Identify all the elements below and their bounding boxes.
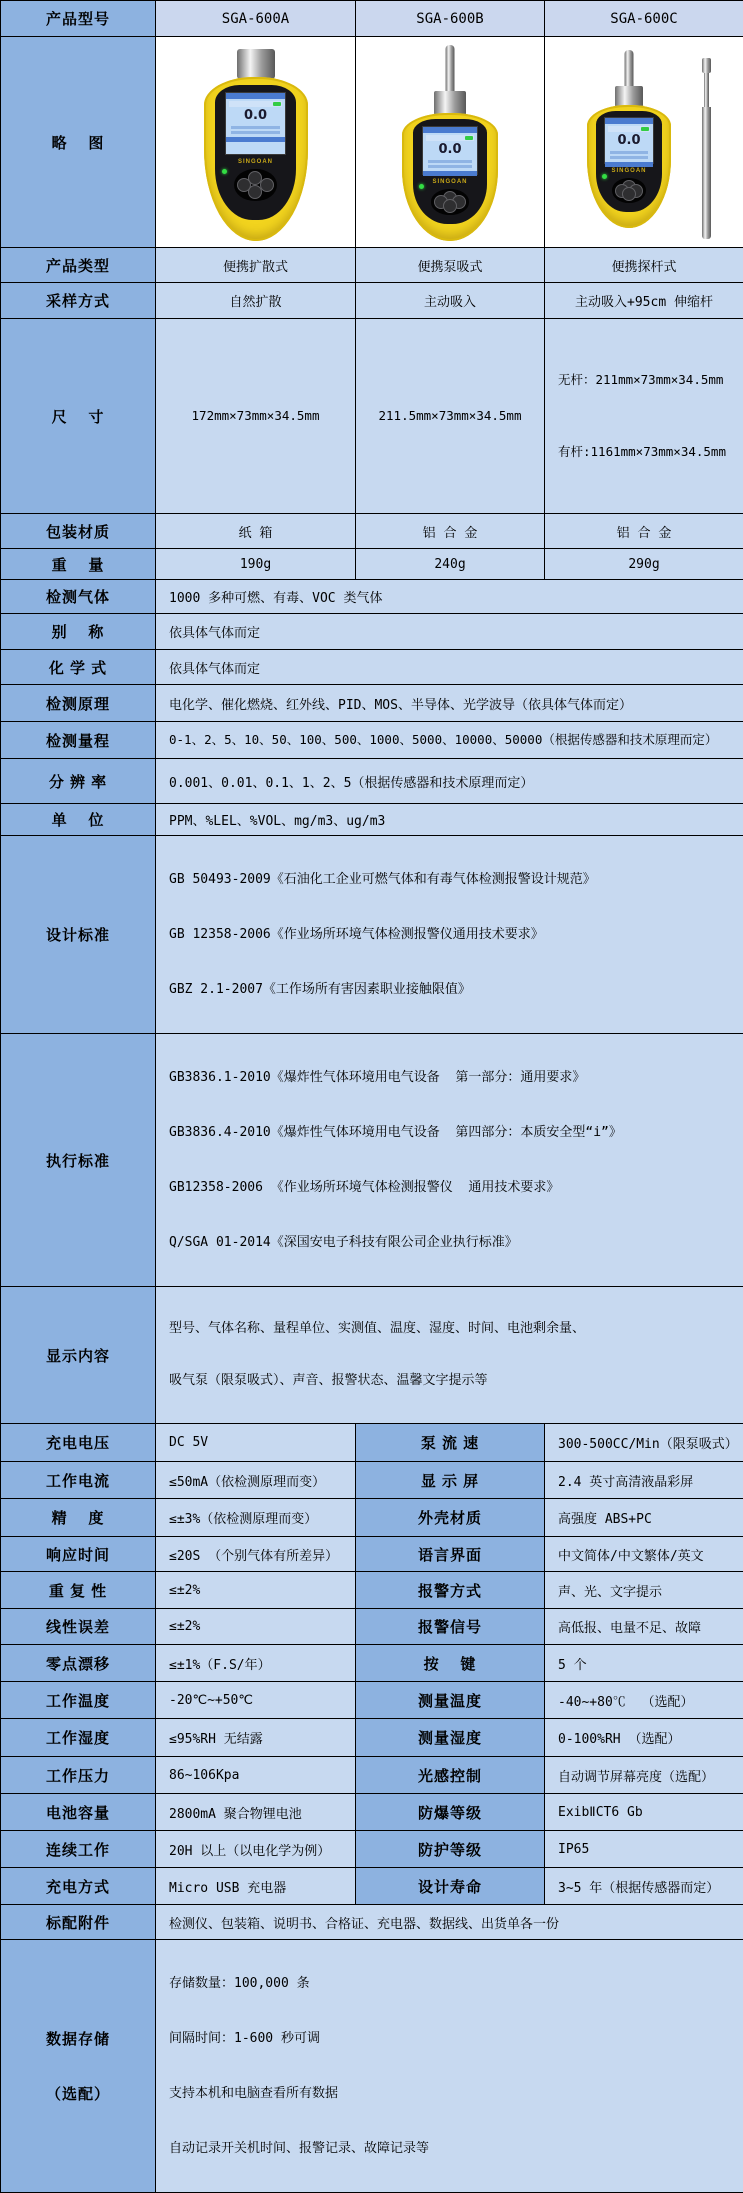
spec-value: 290g (545, 549, 743, 580)
screen-info-row (231, 131, 279, 134)
spec-value: 0-1、2、5、10、50、100、500、1000、5000、10000、50000（根据传感器和技术原理而定） (156, 722, 743, 759)
device-photo-cell-b (356, 37, 545, 248)
model-name-a: SGA-600A (156, 1, 356, 37)
row-header: 零点漂移 (1, 1645, 156, 1682)
status-led (419, 184, 424, 189)
row-header: 充电电压 (1, 1424, 156, 1462)
row-pair (1, 1682, 743, 1719)
model-name-b: SGA-600B (356, 1, 545, 37)
row-pair (1, 1499, 743, 1537)
row-header: 充电方式 (1, 1868, 156, 1905)
row-header: 报警信号 (356, 1609, 545, 1645)
spec-value: 240g (356, 549, 545, 580)
row-gases (1, 580, 743, 614)
row-pair (1, 1645, 743, 1682)
display-line: 型号、气体名称、量程单位、实测值、温度、湿度、时间、电池剩余量、 (169, 1318, 739, 1340)
device-body (587, 105, 671, 228)
standard-line: GB 50493-2009《石油化工企业可燃气体和有毒气体检测报警设计规范》 (169, 867, 739, 892)
spec-value: -40~+80℃ （选配） (545, 1682, 743, 1719)
device-c-image (565, 50, 723, 246)
spec-value: DC 5V (156, 1424, 356, 1462)
spec-value: 1000 多种可燃、有毒、VOC 类气体 (156, 580, 743, 614)
row-header: 工作湿度 (1, 1719, 156, 1757)
spec-value: ≤±1%（F.S/年） (156, 1645, 356, 1682)
spec-value (156, 1287, 743, 1424)
spec-value: 172mm×73mm×34.5mm (156, 319, 356, 514)
spec-value: 主动吸入+95cm 伸缩杆 (545, 283, 743, 319)
spec-value: 便携扩散式 (156, 248, 356, 283)
standard-line: GB12358-2006 《作业场所环境气体检测报警仪 通用技术要求》 (169, 1175, 739, 1200)
standard-line: GB 12358-2006《作业场所环境气体检测报警仪通用技术要求》 (169, 922, 739, 947)
row-header-sketch: 略 图 (1, 37, 156, 248)
brand-label: SINGOAN (215, 159, 296, 165)
row-weight (1, 549, 743, 580)
storage-line: 间隔时间：1-600 秒可调 (169, 2026, 739, 2051)
row-header: 分 辨 率 (1, 759, 156, 804)
battery-icon (641, 127, 649, 131)
row-header: 泵 流 速 (356, 1424, 545, 1462)
battery-icon (465, 136, 473, 140)
screen-datebar (423, 171, 477, 176)
storage-line: 自动记录开关机时间、报警记录、故障记录等 (169, 2136, 739, 2161)
spec-value: ≤95%RH 无结露 (156, 1719, 356, 1757)
row-pair (1, 1462, 743, 1499)
spec-value: 2.4 英寸高清液晶彩屏 (545, 1462, 743, 1499)
spec-value: -20℃~+50℃ (156, 1682, 356, 1719)
rod-main-section (702, 107, 711, 239)
row-header: 报警方式 (356, 1572, 545, 1609)
row-header: 尺 寸 (1, 319, 156, 514)
row-header: 采样方式 (1, 283, 156, 319)
key-down (443, 199, 457, 213)
spec-value: 211.5mm×73mm×34.5mm (356, 319, 545, 514)
row-alias (1, 614, 743, 650)
spec-value: 自然扩散 (156, 283, 356, 319)
storage-label-line: （选配） (2, 2083, 154, 2104)
row-header: 重 量 (1, 549, 156, 580)
screen-reading: 0.0 (226, 107, 284, 124)
screen-status-icons (229, 101, 281, 107)
row-header: 工作电流 (1, 1462, 156, 1499)
spec-value (545, 319, 743, 514)
row-pair (1, 1868, 743, 1905)
spec-value: 高强度 ABS+PC (545, 1499, 743, 1537)
row-header: 检测原理 (1, 685, 156, 722)
row-accessories (1, 1905, 743, 1940)
row-design-standard (1, 836, 743, 1034)
keypad (612, 178, 646, 202)
battery-icon (273, 102, 281, 106)
screen-info-row (610, 156, 647, 159)
spec-value: 依具体气体而定 (156, 650, 743, 685)
spec-value: 20H 以上（以电化学为例） (156, 1831, 356, 1868)
spec-value: PPM、%LEL、%VOL、mg/m3、ug/m3 (156, 804, 743, 836)
row-header-model: 产品型号 (1, 1, 156, 37)
probe-collar-icon (434, 91, 466, 115)
device-screen (604, 117, 653, 164)
row-pair (1, 1794, 743, 1831)
telescopic-rod-icon (702, 58, 711, 240)
standard-line: GB3836.4-2010《爆炸性气体环境用电气设备 第四部分：本质安全型“i”》 (169, 1120, 739, 1145)
row-header: 精 度 (1, 1499, 156, 1537)
spec-value: 纸 箱 (156, 514, 356, 549)
row-header: 化 学 式 (1, 650, 156, 685)
spec-value: 电化学、催化燃烧、红外线、PID、MOS、半导体、光学波导（依具体气体而定） (156, 685, 743, 722)
row-pair (1, 1757, 743, 1794)
row-header: 执行标准 (1, 1034, 156, 1287)
device-screen (422, 126, 478, 175)
row-range (1, 722, 743, 759)
device-front-panel (413, 119, 488, 224)
row-formula (1, 650, 743, 685)
screen-status-icons (608, 126, 649, 132)
row-header: 光感控制 (356, 1757, 545, 1794)
standard-line: GBZ 2.1-2007《工作场所有害因素职业接触限值》 (169, 977, 739, 1002)
screen-titlebar (226, 93, 284, 99)
spec-value: ExibⅡCT6 Gb (545, 1794, 743, 1831)
spec-value: 铝 合 金 (545, 514, 743, 549)
row-header: 工作压力 (1, 1757, 156, 1794)
spec-value: 便携探杆式 (545, 248, 743, 283)
screen-titlebar (605, 118, 652, 124)
spec-value: ≤±2% (156, 1609, 356, 1645)
device-body (204, 77, 308, 241)
row-display-content (1, 1287, 743, 1424)
row-model (1, 1, 743, 37)
row-header: 包装材质 (1, 514, 156, 549)
brand-label: SINGOAN (596, 168, 662, 174)
row-header: 防护等级 (356, 1831, 545, 1868)
screen-info-row (428, 160, 472, 163)
row-unit (1, 804, 743, 836)
brand-label: SINGOAN (413, 179, 488, 185)
screen-status-icons (426, 135, 474, 141)
row-header: 线性误差 (1, 1609, 156, 1645)
spec-value: 声、光、文字提示 (545, 1572, 743, 1609)
spec-value: 高低报、电量不足、故障 (545, 1609, 743, 1645)
spec-value: ≤20S （个别气体有所差异） (156, 1537, 356, 1572)
row-pair (1, 1609, 743, 1645)
spec-value: 190g (156, 549, 356, 580)
row-pair (1, 1831, 743, 1868)
standard-line: Q/SGA 01-2014《深国安电子科技有限公司企业执行标准》 (169, 1230, 739, 1255)
pump-probe-icon (446, 45, 455, 93)
row-header: 显示内容 (1, 1287, 156, 1424)
spec-value (156, 836, 743, 1034)
screen-datebar (226, 137, 284, 142)
device-body (402, 113, 498, 241)
row-header: 单 位 (1, 804, 156, 836)
device-b-image (400, 45, 500, 241)
key-down (622, 187, 636, 201)
spec-value: Micro USB 充电器 (156, 1868, 356, 1905)
device-a-image (201, 45, 311, 241)
row-header: 防爆等级 (356, 1794, 545, 1831)
row-sampling (1, 283, 743, 319)
spec-value: 铝 合 金 (356, 514, 545, 549)
keypad (234, 169, 276, 201)
spec-value: 0.001、0.01、0.1、1、2、5（根据传感器和技术原理而定） (156, 759, 743, 804)
row-header (1, 1940, 156, 2193)
device-photo-cell-a (156, 37, 356, 248)
device-screen (225, 92, 285, 155)
spec-value: 依具体气体而定 (156, 614, 743, 650)
device-front-panel (215, 85, 296, 220)
screen-info-row (428, 165, 472, 168)
row-data-storage (1, 1940, 743, 2193)
row-header: 产品类型 (1, 248, 156, 283)
size-no-rod: 无杆：211mm×73mm×34.5mm (558, 368, 739, 392)
spec-value: 2800mA 聚合物锂电池 (156, 1794, 356, 1831)
spec-value: 检测仪、包装箱、说明书、合格证、充电器、数据线、出货单各一份 (156, 1905, 743, 1940)
spec-value (156, 1034, 743, 1287)
keypad (431, 189, 470, 214)
row-header: 工作温度 (1, 1682, 156, 1719)
spec-value: ≤±2% (156, 1572, 356, 1609)
row-header: 电池容量 (1, 1794, 156, 1831)
rod-tip (702, 58, 711, 73)
row-pair (1, 1424, 743, 1462)
row-sketch (1, 37, 743, 248)
standard-line: GB3836.1-2010《爆炸性气体环境用电气设备 第一部分：通用要求》 (169, 1065, 739, 1090)
screen-reading: 0.0 (605, 132, 652, 149)
row-header: 别 称 (1, 614, 156, 650)
model-name-c: SGA-600C (545, 1, 743, 37)
screen-titlebar (423, 127, 477, 133)
spec-value: 86~106Kpa (156, 1757, 356, 1794)
row-pair (1, 1719, 743, 1757)
storage-label-line: 数据存储 (2, 2028, 154, 2049)
storage-line: 支持本机和电脑查看所有数据 (169, 2081, 739, 2106)
row-header: 设计寿命 (356, 1868, 545, 1905)
storage-line: 存储数量：100,000 条 (169, 1971, 739, 1996)
screen-datebar (605, 162, 652, 167)
row-product-type (1, 248, 743, 283)
row-header: 响应时间 (1, 1537, 156, 1572)
row-exec-standard (1, 1034, 743, 1287)
row-header: 检测量程 (1, 722, 156, 759)
probe-collar-icon (615, 86, 643, 107)
screen-info-row (610, 151, 647, 154)
spec-value: 5 个 (545, 1645, 743, 1682)
row-header: 设计标准 (1, 836, 156, 1034)
spec-value: 便携泵吸式 (356, 248, 545, 283)
display-line: 吸气泵（限泵吸式）、声音、报警状态、温馨文字提示等 (169, 1370, 739, 1392)
spec-value: ≤50mA（依检测原理而变） (156, 1462, 356, 1499)
spec-value: 中文简体/中文繁体/英文 (545, 1537, 743, 1572)
row-header: 按 键 (356, 1645, 545, 1682)
row-header: 连续工作 (1, 1831, 156, 1868)
row-header: 检测气体 (1, 580, 156, 614)
rod-upper-section (704, 73, 709, 107)
row-header: 重 复 性 (1, 1572, 156, 1609)
row-header: 语言界面 (356, 1537, 545, 1572)
screen-info-row (231, 126, 279, 129)
spec-value: IP65 (545, 1831, 743, 1868)
row-pair (1, 1572, 743, 1609)
status-led (602, 174, 607, 179)
row-principle (1, 685, 743, 722)
screen-reading: 0.0 (423, 141, 477, 158)
spec-value: 300-500CC/Min（限泵吸式） (545, 1424, 743, 1462)
row-header: 显 示 屏 (356, 1462, 545, 1499)
spec-value: ≤±3%（依检测原理而变） (156, 1499, 356, 1537)
spec-value: 3~5 年（根据传感器而定） (545, 1868, 743, 1905)
row-packaging (1, 514, 743, 549)
size-with-rod: 有杆:1161mm×73mm×34.5mm (558, 440, 739, 464)
spec-value: 自动调节屏幕亮度（选配） (545, 1757, 743, 1794)
pump-probe-icon (625, 50, 634, 88)
row-header: 标配附件 (1, 1905, 156, 1940)
key-down (248, 185, 262, 199)
row-header: 测量温度 (356, 1682, 545, 1719)
row-header: 测量湿度 (356, 1719, 545, 1757)
row-header: 外壳材质 (356, 1499, 545, 1537)
device-front-panel (596, 111, 662, 212)
sensor-cap-icon (237, 49, 275, 79)
row-size (1, 319, 743, 514)
device-photo-cell-c (545, 37, 743, 248)
status-led (222, 169, 227, 174)
spec-value (156, 1940, 743, 2193)
row-resolution (1, 759, 743, 804)
spec-value: 0-100%RH （选配） (545, 1719, 743, 1757)
spec-value: 主动吸入 (356, 283, 545, 319)
